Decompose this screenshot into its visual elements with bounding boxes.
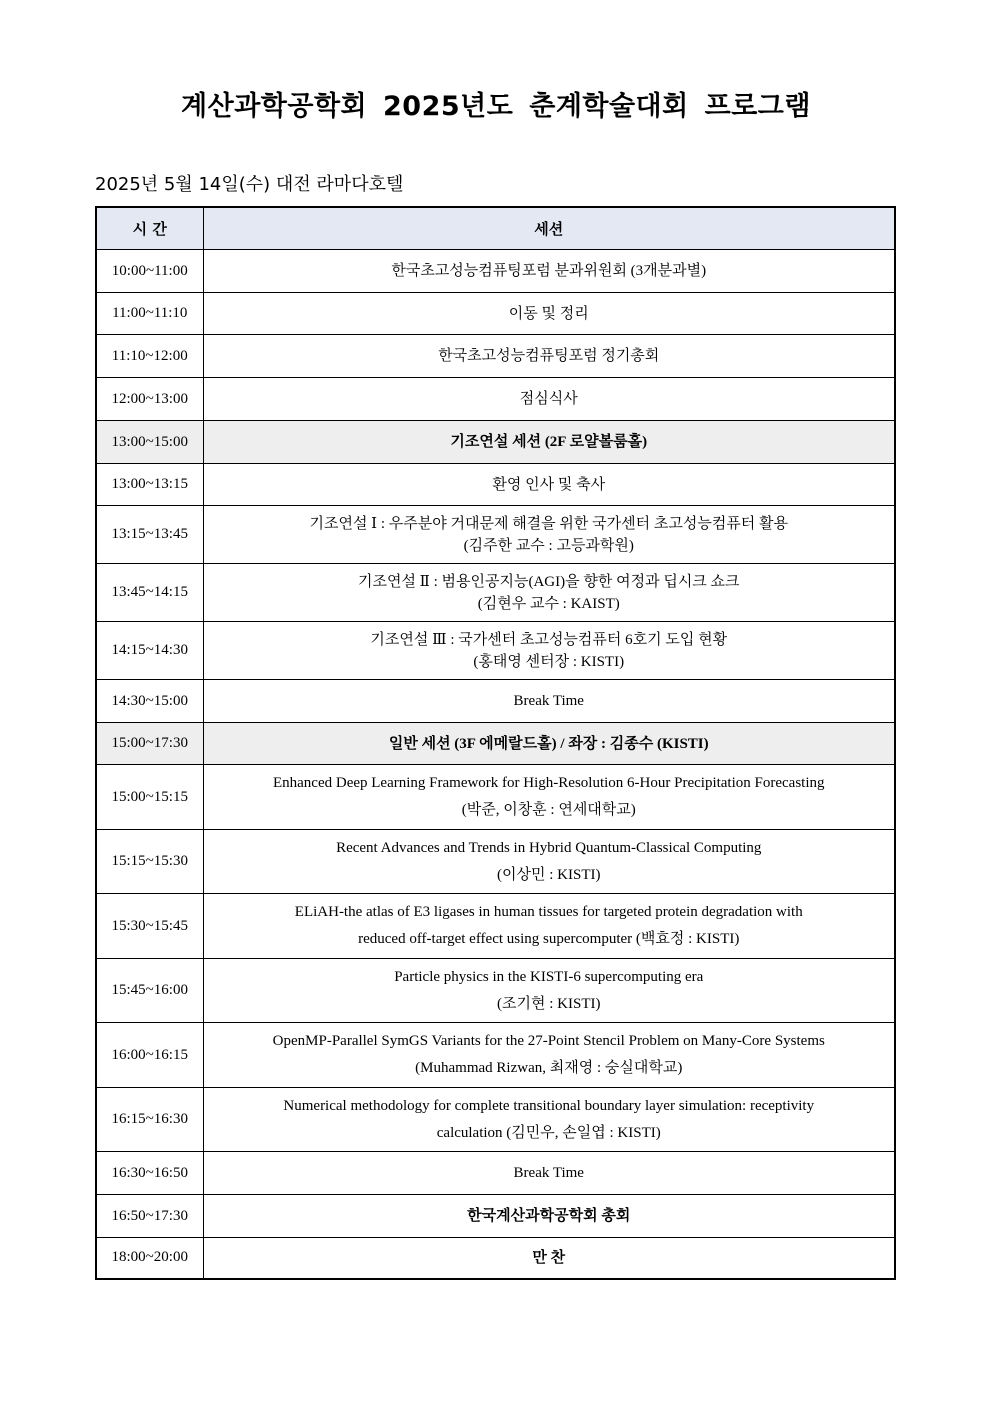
table-row	[96, 1088, 895, 1152]
table-row	[96, 250, 895, 293]
event-date-venue: 2025년 5월 14일(수) 대전 라마다호텔	[95, 174, 404, 195]
section-header-row	[96, 723, 895, 765]
table-row	[96, 1023, 895, 1088]
time-cell: 12:00~13:00	[96, 378, 203, 421]
session-cell	[203, 1238, 895, 1279]
session-text-line: (조기현 : KISTI)	[497, 995, 601, 1012]
session-text-line: Numerical methodology for complete transitional boundary layer simulation: receptivity	[283, 1097, 815, 1114]
table-row	[96, 622, 895, 680]
time-cell: 14:15~14:30	[96, 622, 203, 680]
session-cell	[203, 1152, 895, 1195]
session-cell	[203, 378, 895, 421]
table-row	[96, 293, 895, 335]
table-row	[96, 830, 895, 894]
session-cell	[203, 830, 895, 894]
time-cell: 16:50~17:30	[96, 1195, 203, 1238]
time-cell: 13:15~13:45	[96, 506, 203, 564]
table-row	[96, 1238, 895, 1279]
session-cell	[203, 622, 895, 680]
session-cell	[203, 335, 895, 378]
session-text-line: 점심식사	[519, 391, 578, 407]
session-cell	[203, 293, 895, 335]
table-row	[96, 765, 895, 830]
session-text-line: (이상민 : KISTI)	[497, 866, 601, 883]
session-cell	[203, 1023, 895, 1088]
session-text-line: (홍태영 센터장 : KISTI)	[473, 653, 625, 670]
header-time: 시 간	[96, 207, 203, 250]
time-cell: 16:15~16:30	[96, 1088, 203, 1152]
session-text-line: 기조연설 Ⅱ : 범용인공지능(AGI)을 향한 여정과 딥시크 쇼크	[357, 573, 740, 590]
time-cell: 13:00~13:15	[96, 464, 203, 506]
time-cell: 15:15~15:30	[96, 830, 203, 894]
session-cell	[203, 421, 895, 464]
session-cell	[203, 250, 895, 293]
session-cell	[203, 680, 895, 723]
session-text-line: Recent Advances and Trends in Hybrid Quantum-Classical Computing	[336, 839, 762, 856]
time-cell: 16:30~16:50	[96, 1152, 203, 1195]
page-title: 계산과학공학회 2025년도 춘계학술대회 프로그램	[181, 91, 811, 122]
time-cell: 15:45~16:00	[96, 959, 203, 1023]
session-text-line: 이동 및 정리	[508, 305, 589, 322]
session-text-line: 일반 세션 (3F 에메랄드홀) / 좌장 : 김종수 (KISTI)	[388, 735, 709, 752]
session-text-line: 한국계산과학공학회 총회	[467, 1208, 631, 1224]
time-cell: 14:30~15:00	[96, 680, 203, 723]
session-text-line: calculation (김민우, 손일엽 : KISTI)	[436, 1124, 661, 1141]
session-cell	[203, 959, 895, 1023]
table-row	[96, 564, 895, 622]
time-cell: 13:00~15:00	[96, 421, 203, 464]
time-cell: 18:00~20:00	[96, 1238, 203, 1279]
time-cell: 15:30~15:45	[96, 894, 203, 959]
program-table	[95, 206, 896, 1280]
session-text-line: 환영 인사 및 축사	[492, 476, 606, 493]
session-text-line: reduced off-target effect using supercomputer (백효정 : KISTI)	[358, 931, 740, 947]
table-row	[96, 506, 895, 564]
session-text-line: Break Time	[513, 693, 584, 709]
time-cell: 15:00~17:30	[96, 723, 203, 765]
session-cell	[203, 894, 895, 959]
session-cell	[203, 464, 895, 506]
session-cell	[203, 564, 895, 622]
session-text-line: OpenMP-Parallel SymGS Variants for the 27-Point Stencil Problem on Many-Core Systems	[272, 1033, 825, 1049]
session-cell	[203, 1088, 895, 1152]
session-text-line: Break Time	[513, 1165, 584, 1181]
time-cell: 11:00~11:10	[96, 293, 203, 335]
table-row	[96, 894, 895, 959]
table-row	[96, 464, 895, 506]
table-row	[96, 1195, 895, 1238]
table-row	[96, 1152, 895, 1195]
session-text-line: (Muhammad Rizwan, 최재영 : 숭실대학교)	[415, 1060, 683, 1076]
session-cell	[203, 765, 895, 830]
session-text-line: (김현우 교수 : KAIST)	[477, 595, 620, 612]
table-row	[96, 680, 895, 723]
time-cell: 16:00~16:15	[96, 1023, 203, 1088]
header-session: 세션	[203, 207, 895, 250]
session-text-line: Particle physics in the KISTI-6 supercomputing era	[394, 968, 704, 985]
time-cell: 15:00~15:15	[96, 765, 203, 830]
session-text-line: ELiAH-the atlas of E3 ligases in human tissues for targeted protein degradation with	[294, 904, 803, 920]
session-text-line: 한국초고성능컴퓨팅포럼 분과위원회 (3개분과별)	[391, 263, 707, 279]
session-cell	[203, 506, 895, 564]
session-text-line: (김주한 교수 : 고등과학원)	[463, 537, 634, 554]
session-cell	[203, 723, 895, 765]
table-header-row	[96, 207, 895, 250]
session-cell	[203, 1195, 895, 1238]
session-text-line: 한국초고성능컴퓨팅포럼 정기총회	[438, 348, 660, 364]
session-text-line: (박준, 이창훈 : 연세대학교)	[461, 802, 636, 818]
session-text-line: 만 찬	[532, 1249, 566, 1266]
table-row	[96, 335, 895, 378]
time-cell: 11:10~12:00	[96, 335, 203, 378]
session-text-line: Enhanced Deep Learning Framework for High-Resolution 6-Hour Precipitation Forecasting	[272, 775, 825, 791]
time-cell: 10:00~11:00	[96, 250, 203, 293]
section-header-row	[96, 421, 895, 464]
session-text-line: 기조연설 Ⅲ : 국가센터 초고성능컴퓨터 6호기 도입 현황	[370, 631, 728, 648]
time-cell: 13:45~14:15	[96, 564, 203, 622]
table-row	[96, 378, 895, 421]
session-text-line: 기조연설 Ⅰ : 우주분야 거대문제 해결을 위한 국가센터 초고성능컴퓨터 활용	[309, 515, 789, 532]
session-text-line: 기조연설 세션 (2F 로얄볼룸홀)	[450, 434, 648, 450]
table-row	[96, 959, 895, 1023]
